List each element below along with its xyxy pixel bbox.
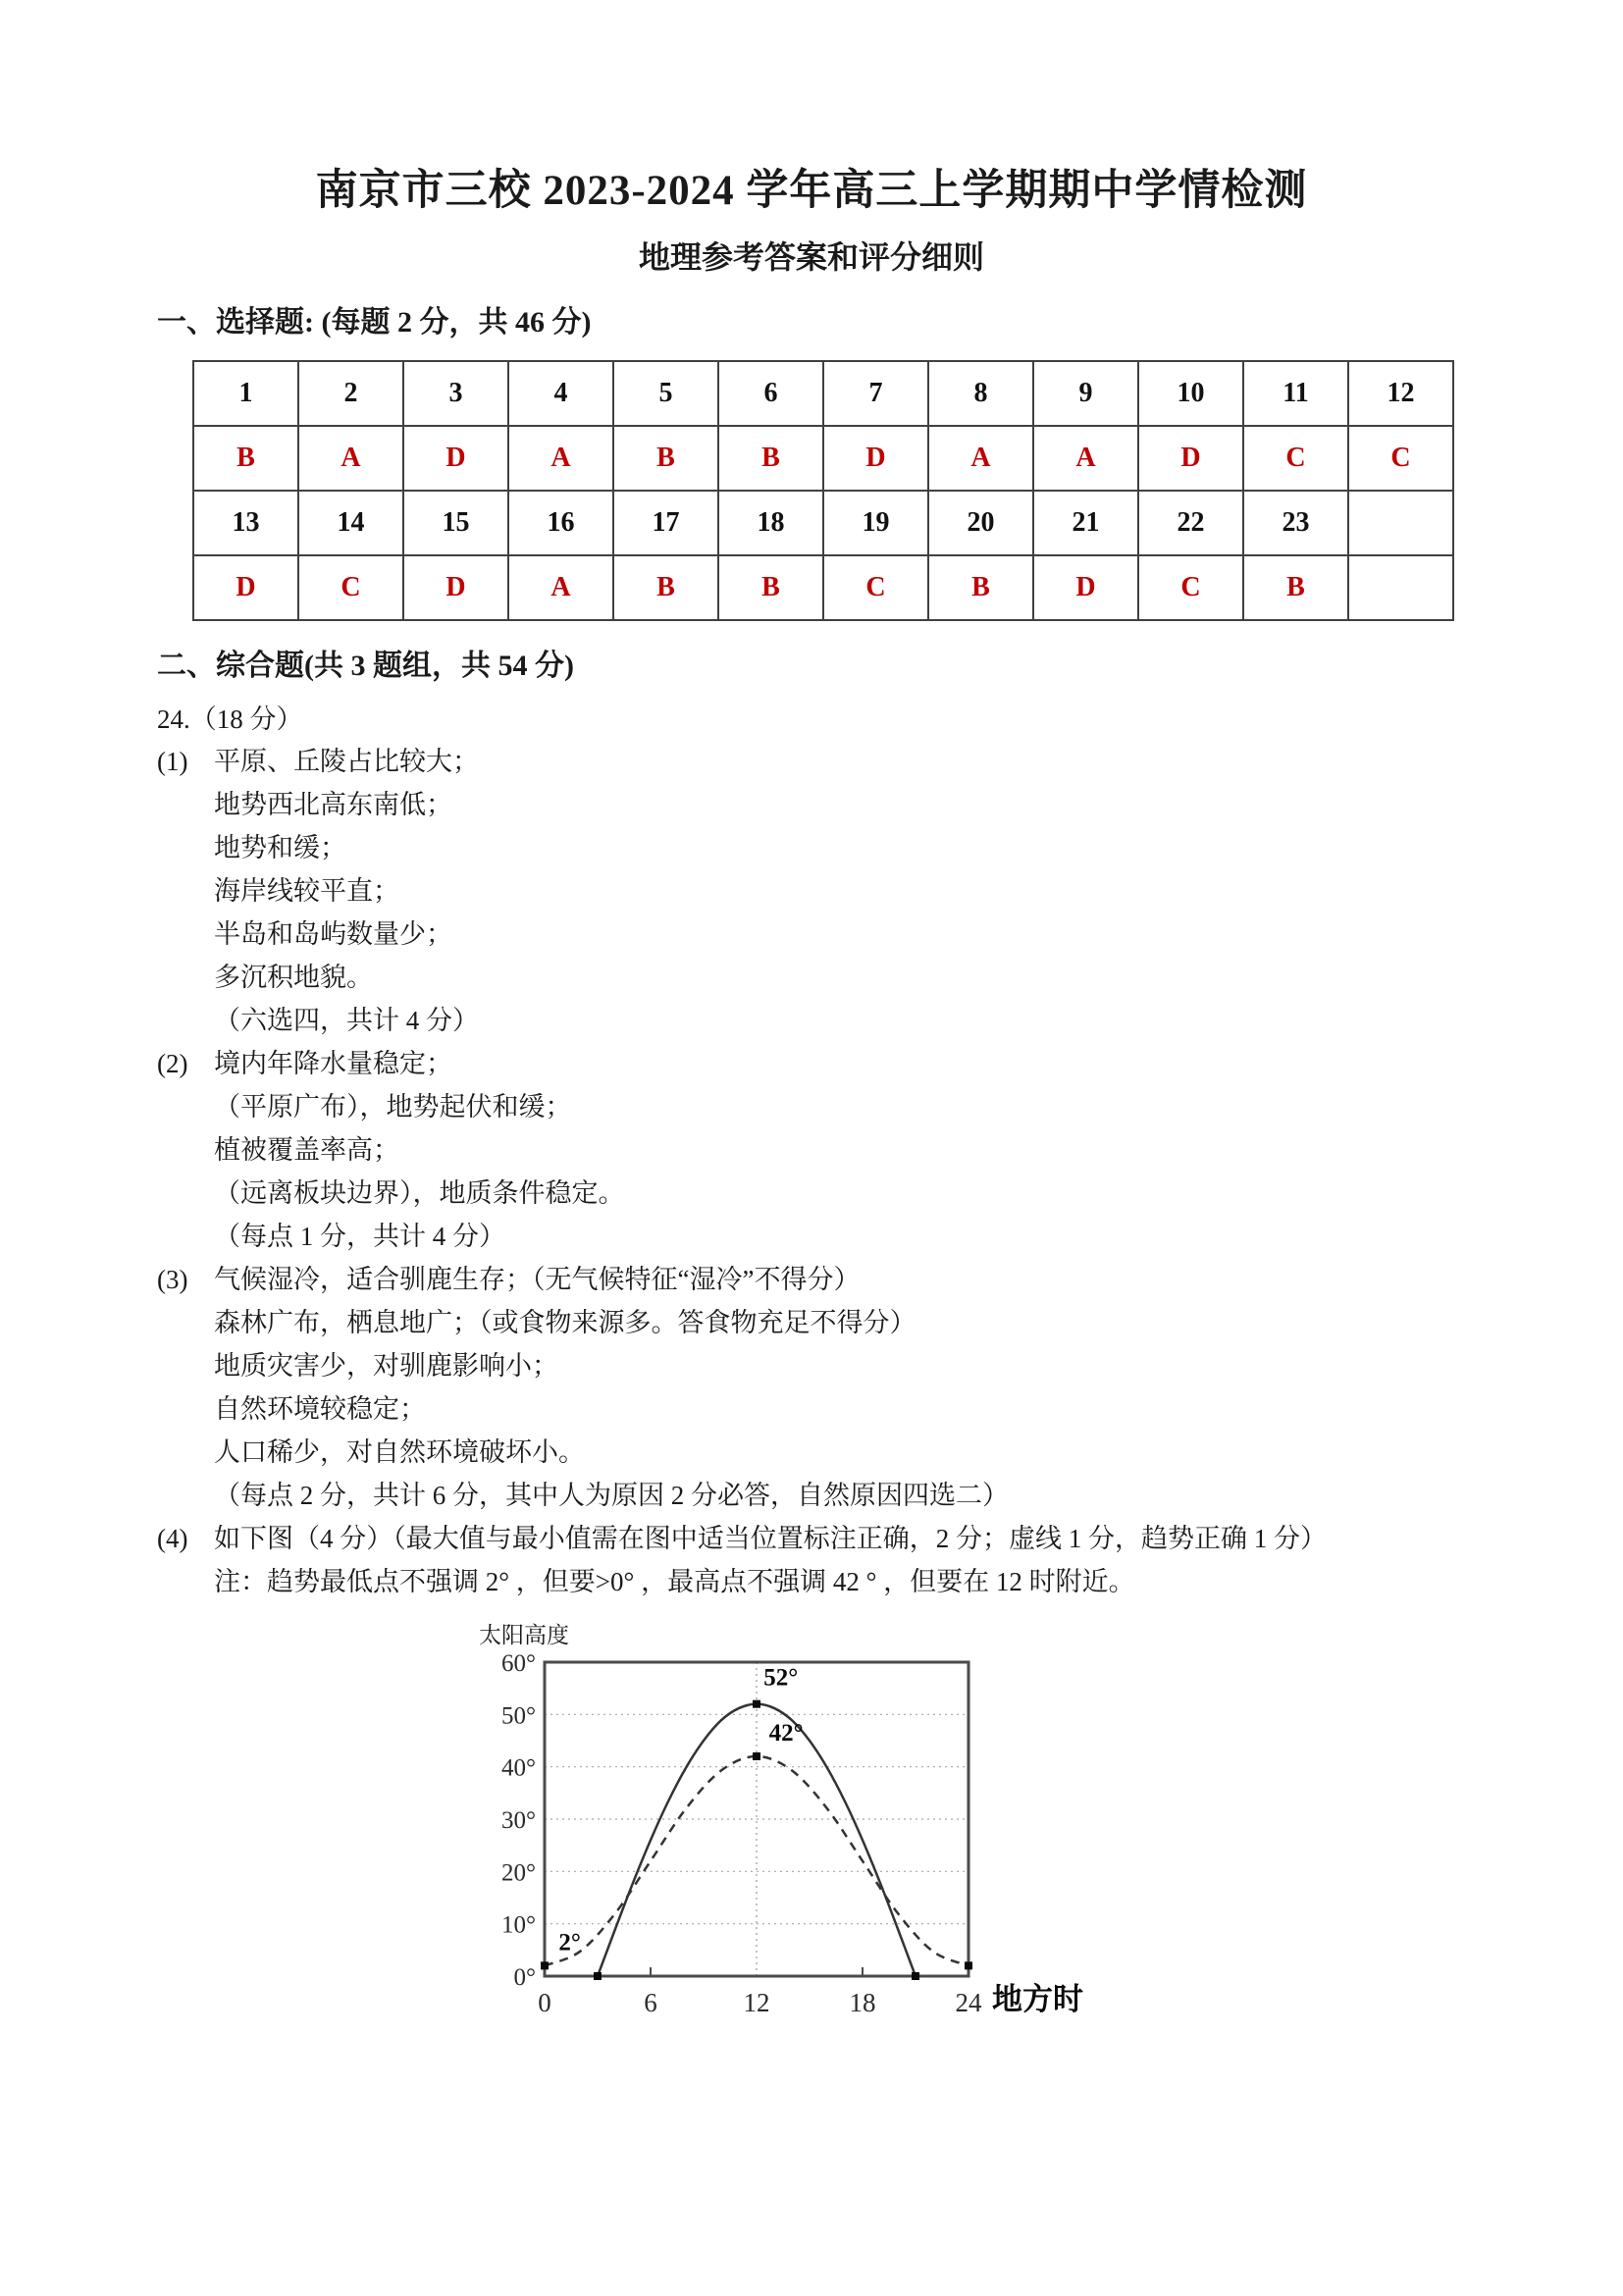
page-subtitle: 地理参考答案和评分细则 <box>638 239 984 275</box>
question-number-cell: 13 <box>193 491 298 555</box>
question-number-cell: 8 <box>928 361 1033 426</box>
y-tick-label: 10° <box>501 1911 536 1939</box>
question-number-cell: 14 <box>298 491 403 555</box>
answer-letter-cell: C <box>823 555 928 620</box>
answer-line: 地势和缓； <box>214 833 346 862</box>
answer-line: （平原广布），地势起伏和缓； <box>214 1092 572 1122</box>
answer-letter-row <box>193 555 1453 620</box>
data-point-marker <box>753 1700 760 1708</box>
q24-part-1 <box>157 740 1466 1042</box>
part-marker: (2) <box>157 1049 188 1078</box>
part-lines <box>214 740 1466 1042</box>
q24-parts <box>157 740 1466 1603</box>
answer-line: 注：趋势最低点不强调 2° ，但要>0° ，最高点不强调 42 ° ，但要在 12 时附近。 <box>214 1567 1135 1596</box>
y-tick-label: 50° <box>501 1702 536 1730</box>
question-number-cell: 17 <box>613 491 718 555</box>
question-24-label: 24.（18 分） <box>157 704 303 734</box>
question-number-cell: 11 <box>1243 361 1348 426</box>
answer-table <box>192 360 1454 621</box>
answer-letter-cell: C <box>298 555 403 620</box>
part-lines <box>214 1258 1466 1517</box>
answer-letter-cell: B <box>613 426 718 491</box>
answer-line: 半岛和岛屿数量少； <box>214 919 452 949</box>
question-number-cell <box>1348 491 1453 555</box>
data-point-marker <box>912 1972 919 1980</box>
sun-altitude-chart-svg <box>449 1609 1117 2051</box>
question-number-cell: 3 <box>403 361 508 426</box>
question-number-cell: 4 <box>508 361 613 426</box>
y-tick-label: 20° <box>501 1859 536 1887</box>
answer-line: 地势西北高东南低； <box>214 790 452 819</box>
part-marker: (3) <box>157 1265 188 1294</box>
question-number-cell: 6 <box>718 361 823 426</box>
answer-letter-cell: A <box>928 426 1033 491</box>
answer-letter-cell: D <box>193 555 298 620</box>
answer-line: 植被覆盖率高； <box>214 1135 399 1165</box>
answer-line: 如下图（4 分）（最大值与最小值需在图中适当位置标注正确，2 分；虚线 1 分，趋势正确 1 分） <box>214 1524 1327 1553</box>
answer-line: 海岸线较平直； <box>214 876 399 906</box>
q24-part-3 <box>157 1258 1466 1517</box>
part-lines <box>214 1517 1466 1603</box>
question-number-cell: 23 <box>1243 491 1348 555</box>
answer-letter-cell: A <box>508 555 613 620</box>
answer-letter-cell: B <box>193 426 298 491</box>
section-1-heading: 一、选择题: (每题 2 分，共 46 分) <box>157 306 592 339</box>
answer-letter-cell: D <box>403 555 508 620</box>
question-number-cell: 16 <box>508 491 613 555</box>
answer-letter-cell: D <box>823 426 928 491</box>
value-annotation: 2° <box>558 1929 581 1957</box>
answer-letter-cell: B <box>718 426 823 491</box>
answer-letter-cell: D <box>1033 555 1138 620</box>
answer-table-body <box>193 361 1453 620</box>
data-point-marker <box>753 1752 760 1760</box>
x-tick-label: 12 <box>743 1988 770 2017</box>
answer-letter-cell: D <box>403 426 508 491</box>
question-number-cell: 10 <box>1138 361 1243 426</box>
y-tick-label: 30° <box>501 1807 536 1834</box>
value-annotation: 52° <box>763 1664 799 1692</box>
sun-altitude-chart <box>449 1609 1117 2051</box>
answer-line: 平原、丘陵占比较大； <box>214 747 479 776</box>
answer-line: （六选四，共计 4 分） <box>214 1006 479 1035</box>
answer-letter-cell <box>1348 555 1453 620</box>
answer-letter-cell: D <box>1138 426 1243 491</box>
answer-line: 多沉积地貌。 <box>214 963 373 992</box>
question-number-cell: 15 <box>403 491 508 555</box>
data-point-marker <box>965 1961 972 1969</box>
answer-line: 自然环境较稳定； <box>214 1394 426 1424</box>
page-title: 南京市三校 2023-2024 学年高三上学期期中学情检测 <box>315 168 1308 214</box>
section-2-heading: 二、综合题(共 3 题组，共 54 分) <box>157 650 574 682</box>
y-tick-label: 0° <box>513 1964 536 1991</box>
answer-letter-cell: C <box>1138 555 1243 620</box>
x-tick-label: 18 <box>849 1988 876 2017</box>
question-number-row <box>193 491 1453 555</box>
question-number-cell: 21 <box>1033 491 1138 555</box>
question-number-cell: 7 <box>823 361 928 426</box>
question-number-cell: 19 <box>823 491 928 555</box>
question-number-cell: 2 <box>298 361 403 426</box>
question-number-cell: 22 <box>1138 491 1243 555</box>
y-tick-label: 60° <box>501 1650 536 1677</box>
answer-letter-cell: C <box>1348 426 1453 491</box>
question-number-cell: 5 <box>613 361 718 426</box>
value-annotation: 42° <box>768 1720 804 1747</box>
question-number-cell: 9 <box>1033 361 1138 426</box>
x-tick-label: 24 <box>955 1988 982 2017</box>
part-lines <box>214 1042 1466 1258</box>
q24-part-4 <box>157 1517 1466 1603</box>
data-point-marker <box>594 1972 602 1980</box>
answer-letter-cell: B <box>928 555 1033 620</box>
answer-line: 气候湿冷，适合驯鹿生存；（无气候特征“湿冷”不得分） <box>214 1265 861 1294</box>
answer-letter-cell: A <box>1033 426 1138 491</box>
answer-line: （每点 2 分，共计 6 分，其中人为原因 2 分必答，自然原因四选二） <box>214 1481 1009 1510</box>
answer-letter-cell: A <box>508 426 613 491</box>
question-number-cell: 18 <box>718 491 823 555</box>
answer-letter-row <box>193 426 1453 491</box>
x-tick-label: 0 <box>538 1988 551 2017</box>
question-number-cell: 20 <box>928 491 1033 555</box>
y-tick-label: 40° <box>501 1754 536 1782</box>
answer-letter-cell: B <box>613 555 718 620</box>
answer-letter-cell: C <box>1243 426 1348 491</box>
part-marker: (1) <box>157 747 188 776</box>
answer-letter-cell: B <box>1243 555 1348 620</box>
answer-line: 地质灾害少，对驯鹿影响小； <box>214 1351 558 1381</box>
answer-letter-cell: A <box>298 426 403 491</box>
question-number-cell: 12 <box>1348 361 1453 426</box>
part-marker: (4) <box>157 1524 188 1553</box>
question-number-cell: 1 <box>193 361 298 426</box>
answer-line: （远离板块边界），地质条件稳定。 <box>214 1178 625 1208</box>
chart-y-axis-title: 太阳高度 <box>479 1623 569 1647</box>
data-point-marker <box>541 1961 549 1969</box>
answer-line: 森林广布，栖息地广；（或食物来源多。答食物充足不得分） <box>214 1308 916 1337</box>
answer-line: 人口稀少，对自然环境破坏小。 <box>214 1437 585 1467</box>
q24-part-2 <box>157 1042 1466 1258</box>
question-number-row <box>193 361 1453 426</box>
answer-letter-cell: B <box>718 555 823 620</box>
x-tick-label: 6 <box>644 1988 657 2017</box>
answer-line: 境内年降水量稳定； <box>214 1049 452 1078</box>
chart-x-axis-label: 地方时 <box>992 1982 1083 2016</box>
answer-line: （每点 1 分，共计 4 分） <box>214 1222 505 1251</box>
